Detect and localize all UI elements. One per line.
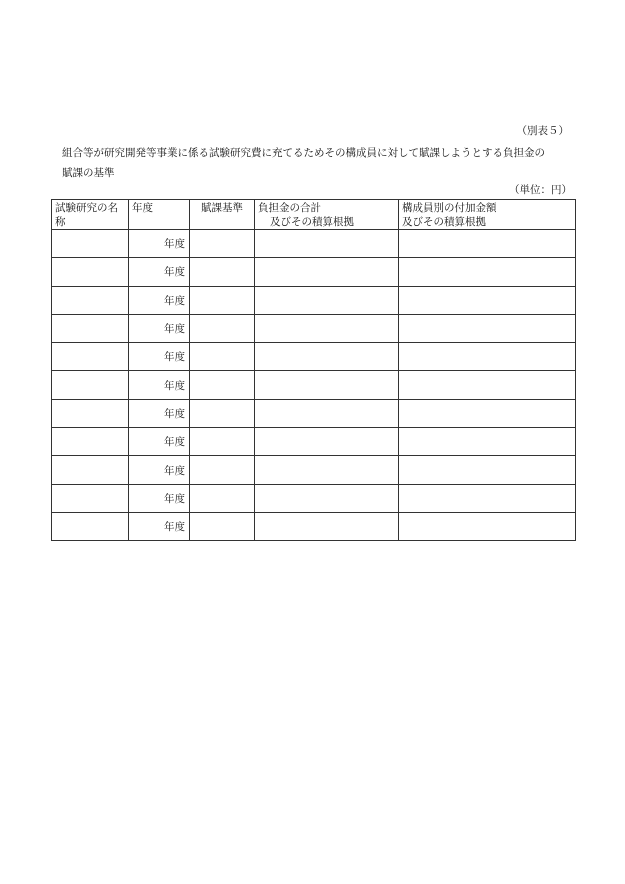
table-row [52, 428, 576, 456]
cell-member-surcharge[interactable] [399, 484, 576, 512]
table-row [52, 230, 576, 258]
cell-member-surcharge[interactable] [399, 343, 576, 371]
unit-label: （単位：円） [509, 184, 572, 196]
cell-research-name[interactable] [52, 258, 129, 286]
header-research-name [52, 200, 129, 230]
cell-levy-basis[interactable] [190, 230, 255, 258]
cell-research-name[interactable] [52, 428, 129, 456]
levy-standard-table [51, 199, 576, 541]
table-row [52, 258, 576, 286]
cell-total-contribution[interactable] [255, 428, 399, 456]
header-levy-basis [190, 200, 255, 230]
cell-research-name[interactable] [52, 343, 129, 371]
cell-total-contribution[interactable] [255, 286, 399, 314]
cell-year[interactable]: 年度 [129, 258, 190, 286]
header-member-surcharge [399, 200, 576, 230]
cell-year[interactable]: 年度 [129, 512, 190, 540]
cell-member-surcharge[interactable] [399, 456, 576, 484]
cell-research-name[interactable] [52, 230, 129, 258]
cell-year[interactable]: 年度 [129, 286, 190, 314]
cell-levy-basis[interactable] [190, 314, 255, 342]
cell-member-surcharge[interactable] [399, 314, 576, 342]
cell-research-name[interactable] [52, 314, 129, 342]
header-research-name-line-2: 称 [55, 216, 66, 228]
cell-research-name[interactable] [52, 456, 129, 484]
cell-total-contribution[interactable] [255, 371, 399, 399]
cell-member-surcharge[interactable] [399, 258, 576, 286]
cell-research-name[interactable] [52, 371, 129, 399]
header-total-line-1: 負担金の合計 [258, 202, 321, 214]
table-row [52, 371, 576, 399]
cell-research-name[interactable] [52, 286, 129, 314]
cell-research-name[interactable] [52, 399, 129, 427]
header-member-line-1: 構成員別の付加金額 [402, 202, 497, 214]
cell-year[interactable]: 年度 [129, 230, 190, 258]
header-total-line-2: 及びその積算根拠 [270, 216, 354, 228]
cell-year[interactable]: 年度 [129, 456, 190, 484]
cell-total-contribution[interactable] [255, 456, 399, 484]
cell-total-contribution[interactable] [255, 512, 399, 540]
cell-levy-basis[interactable] [190, 286, 255, 314]
cell-member-surcharge[interactable] [399, 512, 576, 540]
cell-research-name[interactable] [52, 484, 129, 512]
cell-levy-basis[interactable] [190, 512, 255, 540]
table-row [52, 512, 576, 540]
cell-levy-basis[interactable] [190, 343, 255, 371]
cell-year[interactable]: 年度 [129, 314, 190, 342]
cell-total-contribution[interactable] [255, 230, 399, 258]
heading-line-2: 賦課の基準 [62, 167, 115, 179]
cell-levy-basis[interactable] [190, 258, 255, 286]
cell-total-contribution[interactable] [255, 399, 399, 427]
cell-year[interactable]: 年度 [129, 371, 190, 399]
document-heading [62, 143, 577, 183]
cell-levy-basis[interactable] [190, 371, 255, 399]
header-year [129, 200, 190, 230]
cell-year[interactable]: 年度 [129, 484, 190, 512]
cell-total-contribution[interactable] [255, 484, 399, 512]
cell-levy-basis[interactable] [190, 428, 255, 456]
appendix-label: （別表５） [516, 125, 569, 137]
cell-member-surcharge[interactable] [399, 371, 576, 399]
cell-member-surcharge[interactable] [399, 286, 576, 314]
table-row [52, 286, 576, 314]
heading-line-1: 組合等が研究開発等事業に係る試験研究費に充てるためその構成員に対して賦課しようとする負担金の [62, 147, 545, 159]
cell-member-surcharge[interactable] [399, 399, 576, 427]
table-row [52, 314, 576, 342]
header-year-label: 年度 [132, 202, 153, 214]
cell-total-contribution[interactable] [255, 343, 399, 371]
table-row [52, 399, 576, 427]
table-header-row [52, 200, 576, 230]
cell-total-contribution[interactable] [255, 258, 399, 286]
cell-levy-basis[interactable] [190, 456, 255, 484]
cell-levy-basis[interactable] [190, 484, 255, 512]
table-row [52, 484, 576, 512]
table-row [52, 456, 576, 484]
cell-year[interactable]: 年度 [129, 428, 190, 456]
header-member-line-2: 及びその積算根拠 [402, 216, 486, 228]
cell-year[interactable]: 年度 [129, 399, 190, 427]
header-research-name-line-1: 試験研究の名 [55, 202, 118, 214]
cell-total-contribution[interactable] [255, 314, 399, 342]
cell-year[interactable]: 年度 [129, 343, 190, 371]
table-row [52, 343, 576, 371]
cell-member-surcharge[interactable] [399, 428, 576, 456]
cell-member-surcharge[interactable] [399, 230, 576, 258]
header-levy-basis-label: 賦課基準 [201, 202, 243, 214]
header-total-contribution [255, 200, 399, 230]
cell-levy-basis[interactable] [190, 399, 255, 427]
cell-research-name[interactable] [52, 512, 129, 540]
